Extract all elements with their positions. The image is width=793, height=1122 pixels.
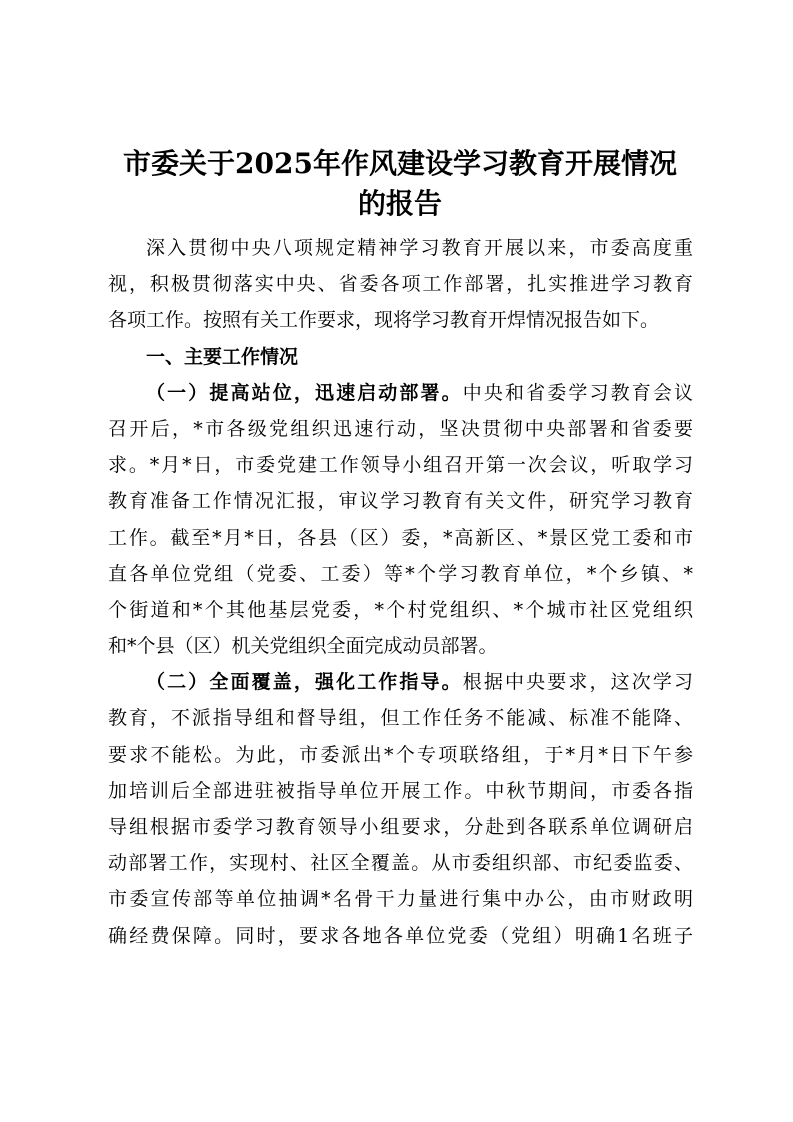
paragraph-line: 市委宣传部等单位抽调*名骨干力量进行集中办公，由市财政明 (108, 888, 693, 911)
paragraph-line: 教育准备工作情况汇报，审议学习教育有关文件，研究学习教育 (108, 490, 693, 513)
paragraph-line: 动部署工作，实现村、社区全覆盖。从市委组织部、市纪委监委、 (108, 852, 693, 875)
document-title-line-1: 市委关于2025年作风建设学习教育开展情况 (123, 147, 677, 180)
paragraph-line: 召开后，*市各级党组织迅速行动，坚决贯彻中央部署和省委要 (108, 417, 693, 440)
subsection-2-lead: （二）全面覆盖，强化工作指导。 (146, 671, 463, 694)
intro-line: 视，积极贯彻落实中央、省委各项工作部署，扎实推进学习教育 (108, 273, 693, 296)
document-body (108, 230, 693, 954)
subsection-1-lead: （一）提高站位，迅速启动部署。 (146, 381, 463, 404)
subsection-1-text: 中央和省委学习教育会议 (462, 381, 693, 404)
document-title-line-2: 的报告 (357, 187, 442, 220)
paragraph-line: 加培训后全部进驻被指导单位开展工作。中秋节期间，市委各指 (108, 779, 693, 802)
subsection-2-text: 根据中央要求，这次学习 (462, 671, 693, 694)
paragraph-line: 要求不能松。为此，市委派出*个专项联络组，于*月*日下午参 (108, 743, 693, 766)
paragraph-line: 求。*月*日，市委党建工作领导小组召开第一次会议，听取学习 (108, 454, 693, 477)
paragraph-line: 工作。截至*月*日，各县（区）委，*高新区、*景区党工委和市 (108, 526, 693, 549)
subsection-2-first-line (108, 664, 693, 700)
paragraph-line: 个街道和*个其他基层党委，*个村党组织、*个城市社区党组织 (108, 598, 693, 621)
paragraph-line: 导组根据市委学习教育领导小组要求，分赴到各联系单位调研启 (108, 816, 693, 838)
subsection-1-first-line (108, 375, 693, 411)
paragraph-line: 教育，不派指导组和督导组，但工作任务不能减、标准不能降、 (108, 707, 693, 730)
paragraph-line: 直各单位党组（党委、工委）等*个学习教育单位，*个乡镇、* (108, 562, 693, 585)
intro-line: 深入贯彻中央八项规定精神学习教育开展以来，市委高度重 (146, 237, 693, 259)
paragraph-line: 和*个县（区）机关党组织全面完成动员部署。 (108, 635, 498, 658)
paragraph-line: 确经费保障。同时，要求各地各单位党委（党组）明确1名班子 (108, 924, 693, 947)
intro-line: 各项工作。按照有关工作要求，现将学习教育开焊情况报告如下。 (108, 309, 660, 332)
section-heading: 一、主要工作情况 (146, 345, 299, 368)
